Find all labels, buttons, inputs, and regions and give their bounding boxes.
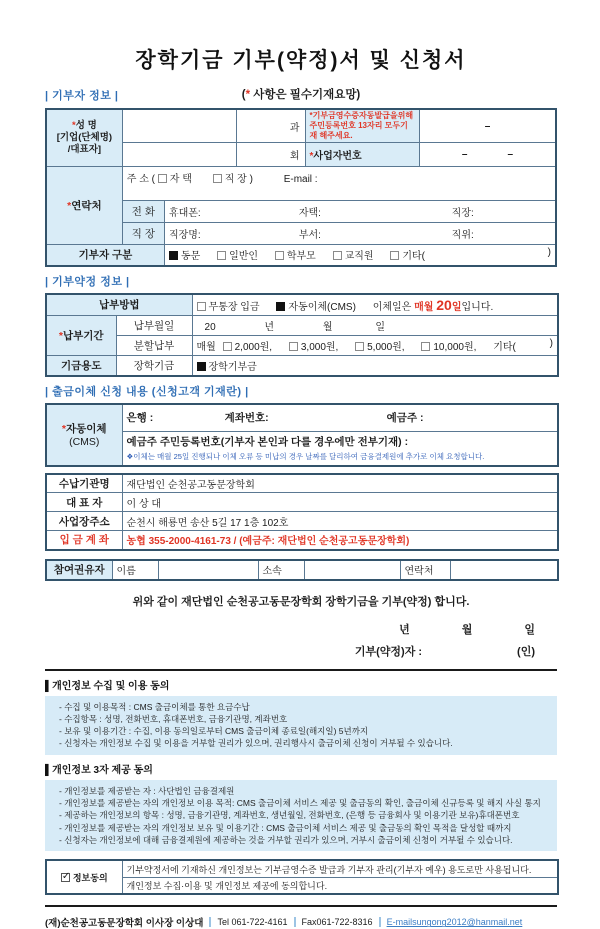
biz-input-field[interactable] xyxy=(419,143,556,167)
consent2-item: - 신청자는 개인정보에 대해 금융결제원에 제공하는 것을 거부할 권리가 있으며, 거부시 출금이체 신청이 거부될 수 있습니다. xyxy=(59,835,513,845)
job-row-label xyxy=(122,223,164,245)
withdraw-table xyxy=(45,403,559,467)
pledge-statement: 위와 같이 재단법인 순천공고동문장학회 장학기금을 기부(약정) 합니다. xyxy=(132,595,470,608)
signer-line xyxy=(45,643,557,659)
dept-input-field[interactable] xyxy=(237,109,305,143)
required-note-text: 사항은 필수기재요망) xyxy=(250,89,361,101)
consent1-item: - 수집 및 이용목적 : CMS 출금이체를 통한 요금수납 xyxy=(59,701,250,712)
referrer-table xyxy=(45,559,559,581)
amount-10000-label: 10,000원, xyxy=(433,342,477,353)
seal-label: (인) xyxy=(517,645,535,658)
job-title-label: 직위: xyxy=(451,230,474,241)
installment-options xyxy=(192,336,558,356)
contact-star: * xyxy=(67,200,72,212)
cms-label: 자동이체(CMS) xyxy=(288,301,356,313)
option-general[interactable] xyxy=(217,251,258,262)
method-label: 납부방법 xyxy=(98,299,140,312)
consent2-item: - 개인정보를 제공받는 자의 개인정보 보유 및 이용기간 : CMS 출금이체 서비스 제공 및 출금동의 확인 목적을 달성할 때까지 xyxy=(59,822,512,833)
deposit-label: 무통장 입금 xyxy=(208,301,260,313)
cms-checkbox[interactable] xyxy=(276,302,285,311)
jumin-note-text: 기부금영수증자동발급을위해 주민등록번호 13자리 모두기재 해주세요. xyxy=(309,111,414,140)
option-cms[interactable] xyxy=(276,302,356,313)
mobile-label: 휴대폰: xyxy=(168,208,201,219)
consent1-item: - 수집항목 : 성명, 전화번호, 휴대폰번호, 금융기관명, 계좌번호 xyxy=(59,713,288,724)
consent1-item: - 신청자는 개인정보 수집 및 이용을 거부할 권리가 있으며, 권리행사시 출금이체 신청이 거부될 수 있습니다. xyxy=(59,738,453,749)
donor-section-row xyxy=(45,86,557,104)
agree-table xyxy=(45,859,559,895)
general-checkbox[interactable] xyxy=(217,251,226,260)
referrer-contact-label: 연락처 xyxy=(404,566,434,577)
footer-tel: Tel 061-722-4161 xyxy=(217,917,288,928)
account-label: 계좌번호: xyxy=(224,412,269,425)
usage-header xyxy=(46,356,116,376)
etc-label: 기타( xyxy=(402,251,426,263)
jumin-note-cell xyxy=(305,109,419,143)
agree-line1: 기부약정서에 기재하신 개인정보는 기부금영수증 발급과 기부자 관리(기부자 예우) 용도로만 사용됩니다. xyxy=(122,860,558,877)
installment-label: 분할납부 xyxy=(133,340,175,352)
installment-label-cell xyxy=(116,336,192,356)
holder-label: 예금주 : xyxy=(386,412,424,425)
etc-close-paren: ) xyxy=(547,247,551,259)
home-checkbox[interactable] xyxy=(158,174,167,183)
pay-date-field[interactable] xyxy=(192,316,558,336)
cms-header xyxy=(46,404,122,466)
agree-label-cell xyxy=(46,860,122,894)
amount-5000-label: 5,000원, xyxy=(367,342,405,353)
org-account-label-cell xyxy=(46,531,122,550)
period-label: 납부기간 xyxy=(63,330,104,342)
referrer-header xyxy=(46,560,112,580)
parent-label: 학부모 xyxy=(286,251,316,263)
home-phone-label: 자택: xyxy=(298,208,321,219)
holder-jumin-label: 예금주 주민등록번호(기부자 본인과 다를 경우에만 전부기재) : xyxy=(126,436,409,448)
general-label: 일반인 xyxy=(229,251,259,263)
org-account-label: 입 금 계 좌 xyxy=(59,534,109,547)
option-2000[interactable] xyxy=(223,342,272,353)
phone-row-label xyxy=(122,201,164,223)
biz-star: * xyxy=(309,151,314,162)
pay-date-label-cell xyxy=(116,316,192,336)
sig-year-label: 년 xyxy=(399,623,410,636)
donor-type-header xyxy=(46,245,164,266)
period-header xyxy=(46,316,116,356)
consent2-item: - 개인정보를 제공받는 자의 개인정보 이용 목적: CMS 출금이체 서비스 제공 및 출금동의 확인, 출금이체 신규등록 및 해지 사실 통지 xyxy=(59,798,541,809)
transfer-day-text2: 입니다. xyxy=(461,301,494,313)
work-checkbox[interactable] xyxy=(213,174,222,183)
name-header xyxy=(46,109,122,167)
org-addr-value: 순천시 해룡면 송산 5길 17 1층 102호 xyxy=(122,512,558,531)
referrer-dept-label-cell xyxy=(258,560,304,580)
job-label: 직 장 xyxy=(131,228,155,240)
year-label: 년 xyxy=(264,322,275,333)
sig-day-label: 일 xyxy=(524,623,535,636)
method-header xyxy=(46,294,192,316)
usage-sub-cell xyxy=(116,356,192,376)
org-addr-label-cell xyxy=(46,512,122,531)
cms-header-line2: (CMS) xyxy=(69,436,100,448)
option-etc[interactable] xyxy=(390,251,425,262)
job-name-label: 직장명: xyxy=(168,230,201,241)
jumin-input-field[interactable] xyxy=(419,109,556,143)
agree-label: 정보동의 xyxy=(72,872,108,883)
bank-label: 은행 : xyxy=(126,412,154,425)
biz-dash2: – xyxy=(507,149,514,160)
option-staff[interactable] xyxy=(333,251,374,262)
name-input-field[interactable] xyxy=(122,109,236,143)
footer-email-link[interactable]: E-mailsungong2012@hanmail.net xyxy=(386,917,523,928)
org-name-label: 수납기관명 xyxy=(58,477,110,490)
divider-top xyxy=(45,669,557,671)
donor-section-label: | 기부자 정보 | xyxy=(45,90,119,102)
year-prefix: 20 xyxy=(204,322,216,333)
org-table xyxy=(45,473,559,551)
class-suffix-label: 회 xyxy=(289,151,300,162)
page-title: 장학기금 기부(약정)서 및 신청서 xyxy=(135,49,467,72)
biz-number-label-cell xyxy=(305,143,419,167)
sig-month-label: 월 xyxy=(461,623,473,636)
staff-checkbox[interactable] xyxy=(333,251,342,260)
usage-sub-label: 장학기금 xyxy=(133,359,175,372)
amount-3000-label: 3,000원, xyxy=(300,342,339,353)
amount-5000-checkbox[interactable] xyxy=(355,342,364,351)
required-note-open: ( xyxy=(241,89,246,101)
org-name-label-cell xyxy=(46,474,122,493)
class-input-field[interactable] xyxy=(237,143,305,167)
pay-date-label: 납부월일 xyxy=(133,320,175,332)
usage-value-cell[interactable] xyxy=(192,356,558,376)
required-note xyxy=(242,86,361,102)
job-fields[interactable] xyxy=(164,223,556,245)
referrer-label: 참여권유자 xyxy=(53,564,105,576)
referrer-name-field[interactable] xyxy=(158,560,258,580)
method-options xyxy=(192,294,558,316)
referrer-contact-field[interactable] xyxy=(450,560,558,580)
staff-label: 교직원 xyxy=(344,251,374,263)
job-dept-label: 부서: xyxy=(298,230,321,241)
required-star-icon: * xyxy=(245,89,251,101)
etc-checkbox[interactable] xyxy=(390,251,399,260)
referrer-dept-field[interactable] xyxy=(304,560,400,580)
amount-2000-checkbox[interactable] xyxy=(223,342,232,351)
footer-fax: Fax061-722-8316 xyxy=(301,917,373,928)
org-rep-label: 대 표 자 xyxy=(66,496,103,509)
day-label: 일 xyxy=(375,322,385,333)
signer-label: 기부(약정)자 : xyxy=(354,645,423,658)
pledge-table xyxy=(45,293,559,377)
usage-value-label: 장학기부금 xyxy=(208,361,257,373)
contact-label: 연락처 xyxy=(71,200,102,212)
referrer-name-label: 이름 xyxy=(116,566,136,577)
footer xyxy=(45,915,557,929)
usage-label: 기금용도 xyxy=(60,359,102,372)
alumni-checkbox[interactable] xyxy=(169,251,178,260)
transfer-day-red1: 매월 xyxy=(414,301,434,313)
referrer-name-label-cell xyxy=(112,560,158,580)
name-star: * xyxy=(72,120,76,132)
transfer-day-red2: 일 xyxy=(451,301,462,313)
deposit-checkbox[interactable] xyxy=(197,302,206,311)
org-addr-label: 사업장주소 xyxy=(58,515,110,528)
contact-header xyxy=(46,167,122,245)
transfer-day-text1: 이체일은 xyxy=(372,301,412,313)
donor-type-label: 기부자 구분 xyxy=(78,249,133,262)
work-label: 직 장 ) xyxy=(224,174,253,185)
donor-type-options xyxy=(164,245,556,266)
agree-line2: 개인정보 수집·이용 및 개인정보 제공에 동의합니다. xyxy=(122,877,558,894)
holder-jumin-field[interactable] xyxy=(122,432,558,466)
consent2-item: - 개인정보를 제공받는 자 : 사단법인 금융결제원 xyxy=(59,785,235,796)
signature-field[interactable] xyxy=(422,643,517,659)
address-field[interactable] xyxy=(122,167,556,201)
month-label: 월 xyxy=(322,322,333,333)
work-phone-label: 직장: xyxy=(451,208,474,219)
name-title: 성 명 xyxy=(75,120,97,132)
footer-org: (재)순천공고동문장학회 이사장 이상대 xyxy=(45,918,204,929)
alumni-label: 동문 xyxy=(180,251,201,263)
referrer-contact-label-cell xyxy=(400,560,450,580)
org-name-value: 재단법인 순천공고동문장학회 xyxy=(122,474,558,493)
dept-suffix-label: 과 xyxy=(289,122,300,134)
jumin-dash: – xyxy=(484,120,491,132)
cms-note: ❖이체는 매월 25일 진행되나 이체 오류 등 미납의 경우 날짜를 달리하여 금융결제원에 추가로 이체 요청합니다. xyxy=(126,452,485,461)
referrer-dept-label: 소속 xyxy=(262,566,282,577)
footer-separator xyxy=(294,917,296,927)
usage-checkbox[interactable] xyxy=(197,362,206,371)
option-alumni[interactable] xyxy=(169,251,200,262)
signature-date-line xyxy=(45,621,557,637)
consent1-box xyxy=(45,696,557,755)
email-label: E-mail : xyxy=(283,174,318,185)
amount-3000-checkbox[interactable] xyxy=(289,342,298,351)
org-account-value: 농협 355-2000-4161-73 / (예금주: 재단법인 순천공고동문장학회) xyxy=(122,531,558,550)
donor-table xyxy=(45,108,557,267)
consent1-header: ▌개인정보 수집 및 이용 동의 xyxy=(45,680,170,692)
consent1-item: - 보유 및 이용기간 : 수집, 이용 동의일로부터 CMS 출금이체 종료일(해지일) 5년까지 xyxy=(59,726,369,737)
consent2-header: ▌개인정보 3자 제공 동의 xyxy=(45,764,153,776)
amount-10000-checkbox[interactable] xyxy=(421,342,430,351)
withdraw-section-label: | 출금이체 신청 내용 (신청고객 기재란) | xyxy=(45,385,249,398)
installment-prefix: 매월 xyxy=(196,342,216,353)
name-line3: /대표자] xyxy=(67,143,102,155)
name2-input-field[interactable] xyxy=(122,143,236,167)
pledge-section-label: | 기부약정 정보 | xyxy=(45,275,130,288)
address-label: 주 소 ( xyxy=(126,174,156,185)
option-3000[interactable] xyxy=(289,342,338,353)
consent2-box xyxy=(45,780,557,852)
cms-star: * xyxy=(61,423,66,435)
phone-fields[interactable] xyxy=(164,201,556,223)
org-rep-label-cell xyxy=(46,493,122,512)
period-star: * xyxy=(58,330,63,342)
option-parent[interactable] xyxy=(275,251,316,262)
name-line2: [기업(단체명) xyxy=(56,132,113,144)
consent2-item: - 제공하는 개인정보의 항목 : 성명, 금융기관명, 계좌번호, 생년월일, 전화번호, (은행 등 금융회사 및 이용기관 보유)휴대폰번호 xyxy=(59,810,520,821)
home-label: 자 택 xyxy=(169,174,192,185)
amount-2000-label: 2,000원, xyxy=(234,342,273,353)
biz-dash1: – xyxy=(461,149,468,160)
phone-label: 전 화 xyxy=(131,206,155,218)
option-10000[interactable] xyxy=(421,342,476,353)
amount-etc-label: 기타( xyxy=(493,342,516,353)
footer-separator xyxy=(379,917,381,927)
divider-bottom xyxy=(45,905,557,907)
option-deposit[interactable] xyxy=(197,302,260,313)
amount-etc-close: ) xyxy=(549,338,554,349)
cms-header-line1: 자동이체 xyxy=(66,423,107,435)
agree-checkbox[interactable] xyxy=(61,873,70,882)
jumin-note-star: * xyxy=(309,111,313,120)
biz-label: 사업자번호 xyxy=(313,151,362,162)
org-rep-value: 이 상 대 xyxy=(122,493,558,512)
option-5000[interactable] xyxy=(355,342,404,353)
parent-checkbox[interactable] xyxy=(275,251,284,260)
footer-separator xyxy=(209,917,211,927)
bank-fields[interactable] xyxy=(122,404,558,432)
transfer-day-number: 20 xyxy=(436,296,452,313)
